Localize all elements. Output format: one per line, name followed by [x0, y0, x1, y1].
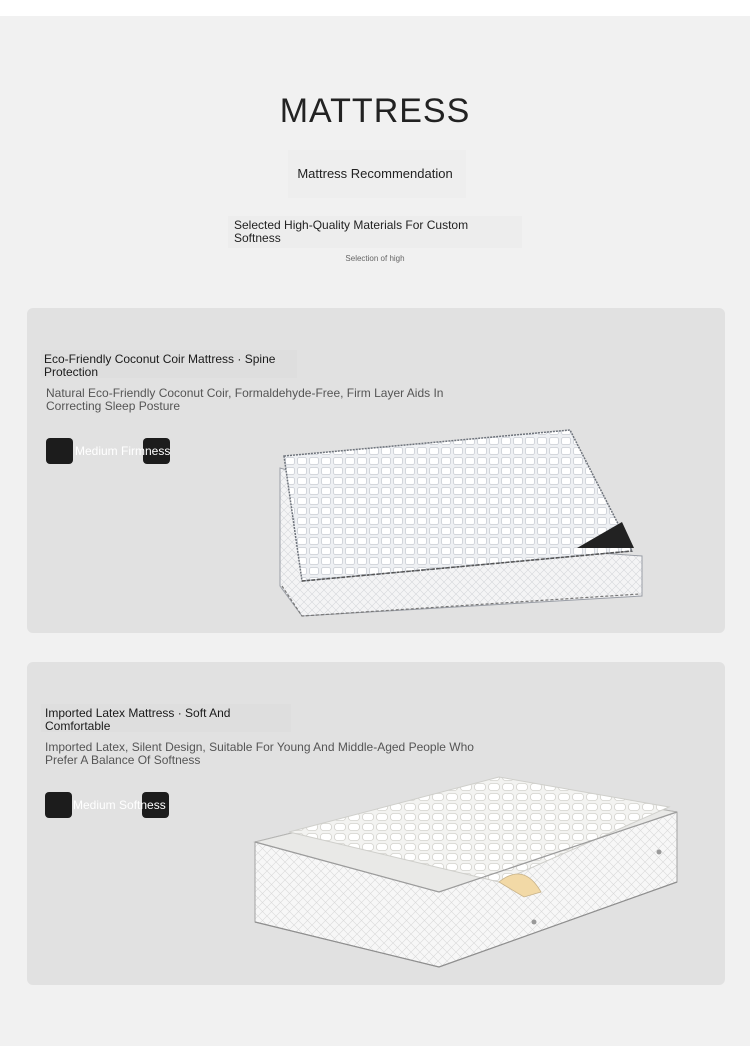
firmness-tag: [46, 438, 176, 464]
tag-chip-left: [46, 438, 73, 464]
page-title: MATTRESS: [279, 92, 471, 130]
page-tagline: Selected High-Quality Materials For Custom Softness: [234, 218, 469, 245]
softness-tag: [45, 792, 175, 818]
product-title: Eco-Friendly Coconut Coir Mattress · Spine Protection: [44, 352, 276, 379]
product-description: Natural Eco-Friendly Coconut Coir, Formaldehyde-Free, Firm Layer Aids In Correcting Sleep Posture: [46, 386, 444, 413]
tag-label: Medium Firmness: [75, 444, 171, 458]
latex-mattress-image: [249, 772, 679, 972]
product-card-latex[interactable]: [27, 662, 725, 985]
product-card-coconut-coir[interactable]: [27, 308, 725, 633]
tag-label: Medium Softness: [73, 798, 166, 812]
tag-chip-left: [45, 792, 72, 818]
coconut-coir-mattress-image: [272, 426, 647, 621]
page-caption: Selection of high: [345, 254, 405, 263]
page-subtitle: Mattress Recommendation: [297, 166, 453, 181]
product-title: Imported Latex Mattress · Soft And Comfortable: [45, 706, 231, 733]
product-description: Imported Latex, Silent Design, Suitable For Young And Middle-Aged People Who Prefer A Balance Of Softness: [45, 740, 474, 767]
